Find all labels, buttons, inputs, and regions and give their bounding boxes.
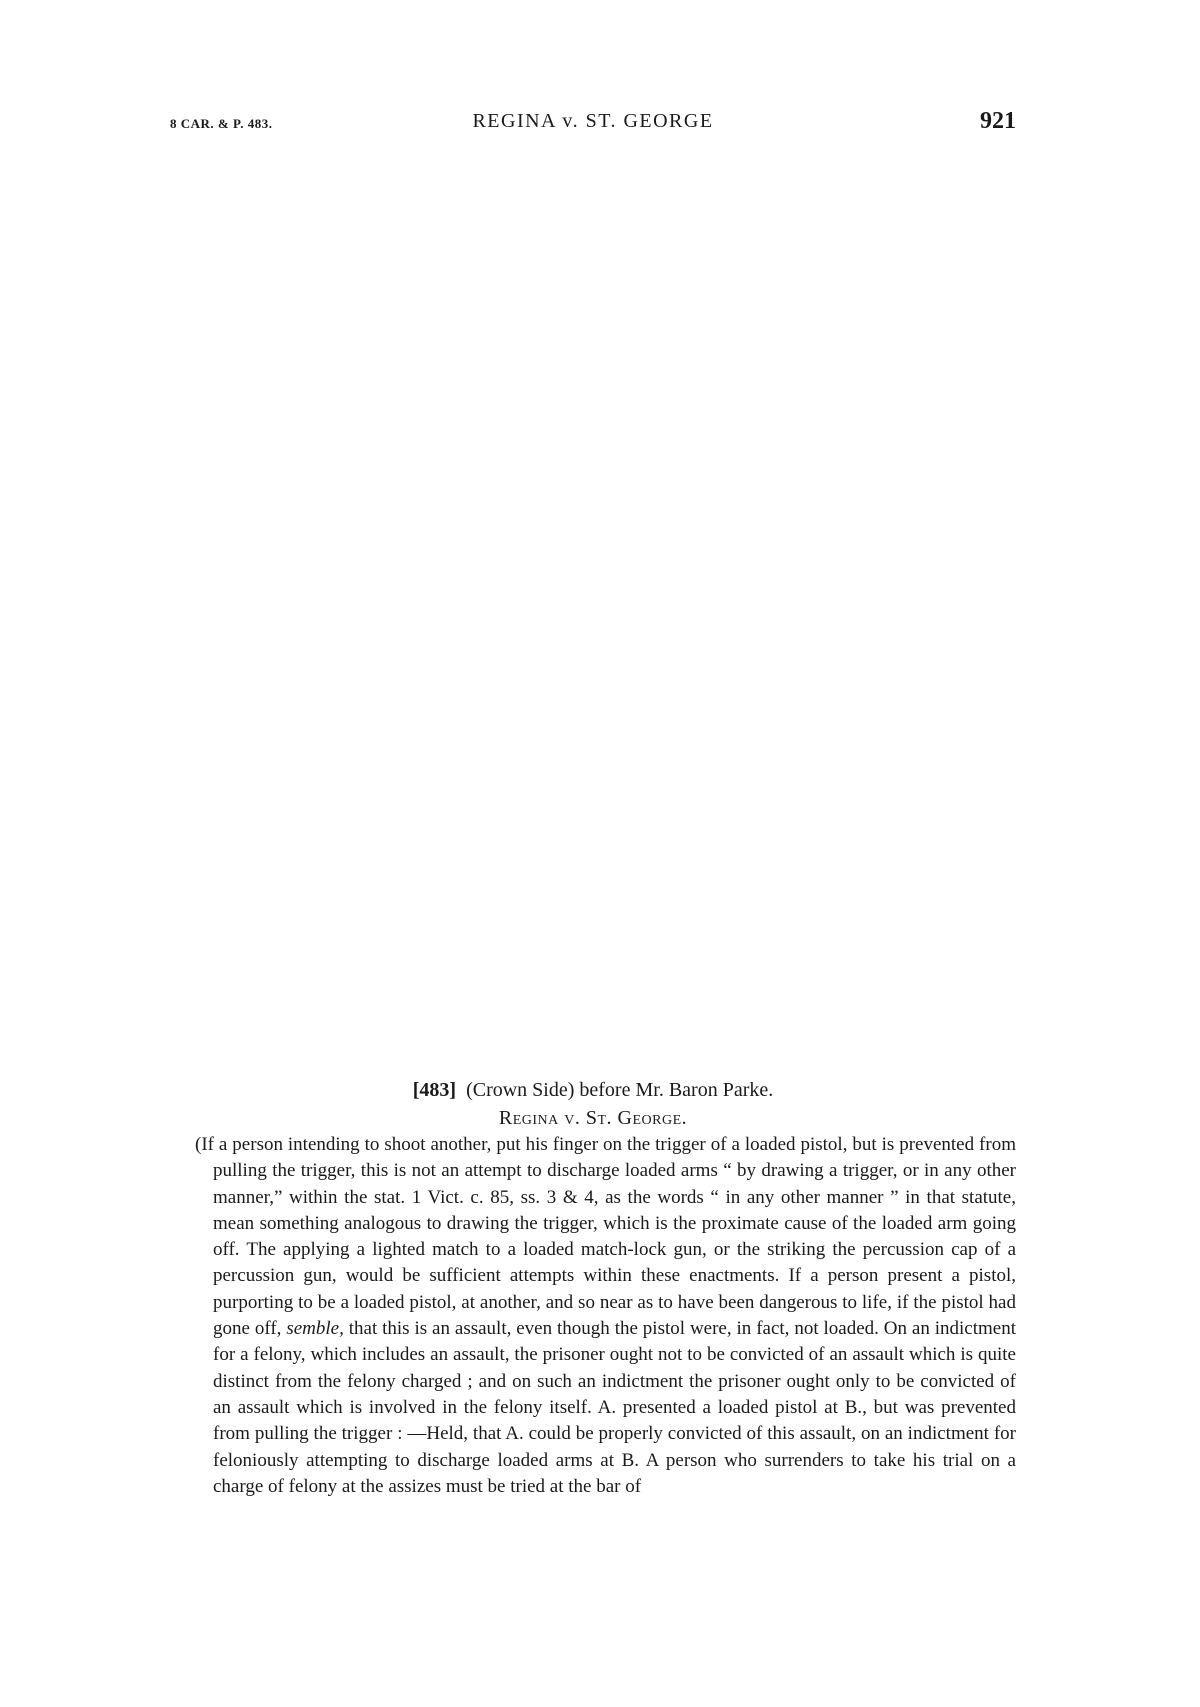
report-citation: 8 CAR. & P. 483. bbox=[170, 116, 273, 131]
page-number: 921 bbox=[980, 108, 1016, 134]
case-name: Regina v. St. George. bbox=[498, 1107, 688, 1129]
headnote-text-part-2: that this is an assault, even though the pistol were, in fact, not loaded. On an indictment for a felony, which includes an assault, the prisoner ought not to be convicted of an assault which is quite distinct from the felony charged ; and on such an indictment the prisoner ought only to be convicted of an assault which is involved in the felony itself. A. presented a loaded pistol at B., but was prevented from pulling the trigger : —Held, that A. could be properly convicted of this assault, on an indictment for feloniously attempting to discharge loaded arms at B. A person who surrenders to take his trial on a charge of felony at the assizes must be tried at the bar of bbox=[213, 1318, 1017, 1497]
running-head bbox=[170, 108, 1016, 140]
headnote-italic-term: semble, bbox=[286, 1318, 344, 1340]
running-title: REGINA v. ST. GEORGE bbox=[472, 110, 714, 132]
headnote bbox=[195, 1132, 1017, 1500]
original-page-reference: [483] bbox=[412, 1079, 457, 1101]
court-description: (Crown Side) before Mr. Baron Parke. bbox=[466, 1079, 774, 1101]
case-header bbox=[170, 1076, 1016, 1132]
headnote-text-part-1: (If a person intending to shoot another, put his finger on the trigger of a loaded pistol, but is prevented from pulling the trigger, this is not an attempt to discharge loaded arms “ by drawing a trigger, or in any other manner,” within the stat. 1 Vict. c. 85, ss. 3 & 4, as the words “ in any other manner ” in that statute, mean something analogous to drawing the trigger, which is the proximate cause of the loaded arm going off. The applying a lighted match to a loaded match-lock gun, or the striking the percussion cap of a percussion gun, would be sufficient attempts within these enactments. If a person present a pistol, purporting to be a loaded pistol, at another, and so near as to have been dangerous to life, if the pistol had gone off, bbox=[195, 1134, 1016, 1340]
court-line bbox=[170, 1076, 1016, 1104]
